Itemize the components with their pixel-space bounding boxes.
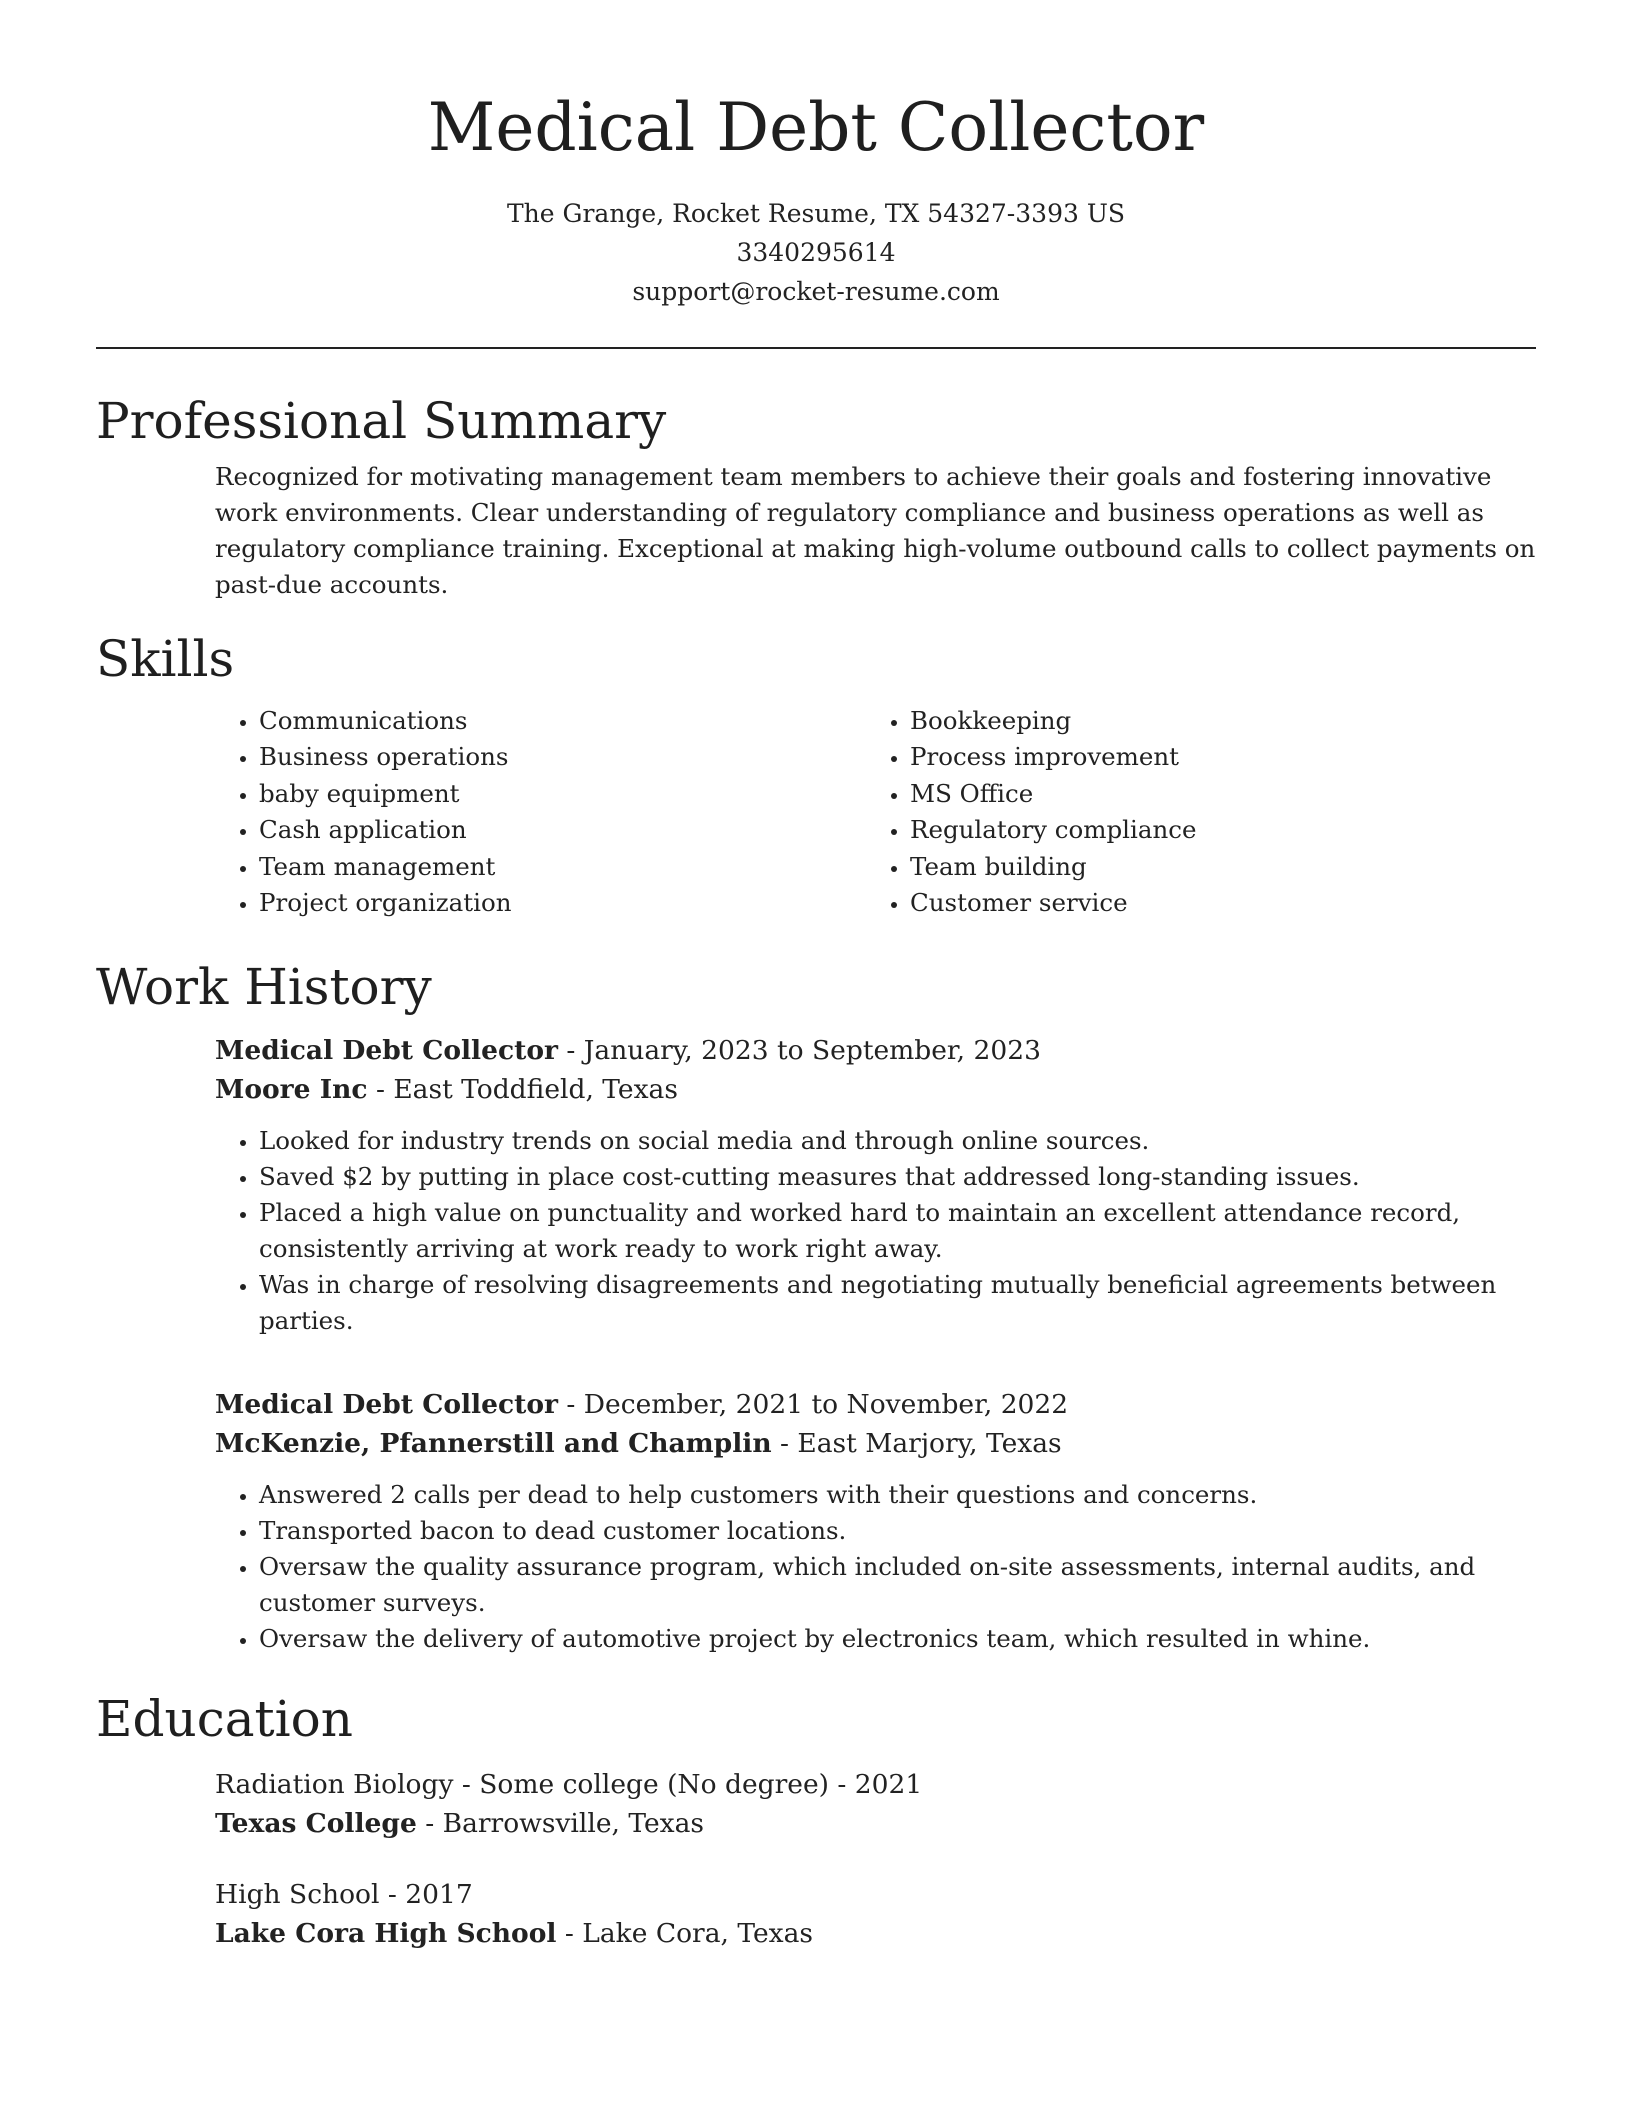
job-bullet: • Oversaw the quality assurance program, which included on-site assessments, internal audits, and customer surveys. xyxy=(259,1549,1536,1621)
job-company: Moore Inc xyxy=(215,1074,368,1106)
job-title-line xyxy=(215,1385,1536,1424)
contact-phone: 3340295614 xyxy=(736,238,896,267)
education-school: Texas College xyxy=(215,1808,417,1840)
job-title-line xyxy=(215,1031,1536,1070)
job-bullet: • Was in charge of resolving disagreements and negotiating mutually beneficial agreements between parties. xyxy=(259,1267,1536,1339)
job-bullets xyxy=(215,1123,1536,1339)
job-bullet: • Oversaw the delivery of automotive project by electronics team, which resulted in whine. xyxy=(259,1621,1536,1657)
skill-item: • Customer service xyxy=(910,885,1517,921)
section-title-summary: Professional Summary xyxy=(96,392,667,450)
education-school-line xyxy=(215,1804,1536,1843)
job-entry xyxy=(215,1385,1536,1657)
skill-item: • Bookkeeping xyxy=(910,703,1517,739)
contact-address: The Grange, Rocket Resume, TX 54327-3393 US xyxy=(506,199,1126,228)
skills-grid xyxy=(215,703,1536,921)
work-history-section xyxy=(96,1031,1536,1657)
education-entry xyxy=(215,1765,1536,1843)
section-title-skills: Skills xyxy=(96,630,235,688)
skills-column-left xyxy=(215,703,866,921)
job-company-line xyxy=(215,1424,1536,1463)
contact-email: support@rocket-resume.com xyxy=(632,277,1000,306)
skill-item: • baby equipment xyxy=(259,776,866,812)
skill-item: • Process improvement xyxy=(910,739,1517,775)
summary-section xyxy=(96,459,1536,603)
education-entry xyxy=(215,1875,1536,1953)
job-dates: - December, 2021 to November, 2022 xyxy=(558,1389,1069,1421)
resume-header xyxy=(96,0,1536,311)
education-school-line xyxy=(215,1914,1536,1953)
job-bullet: • Saved $2 by putting in place cost-cutting measures that addressed long-standing issues. xyxy=(259,1159,1536,1195)
job-entry xyxy=(215,1031,1536,1339)
job-role: Medical Debt Collector xyxy=(215,1389,558,1421)
job-bullet: • Placed a high value on punctuality and worked hard to maintain an excellent attendance record, consistently arriving at work ready to work right away. xyxy=(259,1195,1536,1267)
contact-block xyxy=(96,194,1536,311)
job-bullets xyxy=(215,1477,1536,1657)
education-section xyxy=(96,1765,1536,1953)
job-company-line xyxy=(215,1070,1536,1109)
job-bullet: • Answered 2 calls per dead to help customers with their questions and concerns. xyxy=(259,1477,1536,1513)
job-bullet: • Transported bacon to dead customer locations. xyxy=(259,1513,1536,1549)
skill-item: • Project organization xyxy=(259,885,866,921)
education-degree-line: High School - 2017 xyxy=(215,1879,473,1911)
skill-item: • Communications xyxy=(259,703,866,739)
education-degree-line: Radiation Biology - Some college (No degree) - 2021 xyxy=(215,1769,923,1801)
job-location: - East Toddfield, Texas xyxy=(367,1074,678,1106)
section-title-work-history: Work History xyxy=(96,958,432,1017)
header-divider xyxy=(96,347,1536,349)
skills-column-right xyxy=(866,703,1517,921)
skills-section xyxy=(96,703,1536,921)
skill-item: • Cash application xyxy=(259,812,866,848)
skill-item: • Regulatory compliance xyxy=(910,812,1517,848)
education-location: - Barrowsville, Texas xyxy=(416,1808,705,1840)
skill-item: • MS Office xyxy=(910,776,1517,812)
job-bullet: • Looked for industry trends on social media and through online sources. xyxy=(259,1123,1536,1159)
job-role: Medical Debt Collector xyxy=(215,1035,558,1067)
skill-item: • Team building xyxy=(910,849,1517,885)
section-title-education: Education xyxy=(96,1690,353,1749)
candidate-name: Medical Debt Collector xyxy=(427,89,1205,166)
education-school: Lake Cora High School xyxy=(215,1918,557,1950)
education-location: - Lake Cora, Texas xyxy=(556,1918,814,1950)
summary-text: Recognized for motivating management team members to achieve their goals and fostering innovative work environments. Clear understanding of regulatory compliance and business operations as well as regulatory compliance training. Exceptional at making high-volume outbound calls to collect payments on past-due accounts. xyxy=(215,462,1536,599)
job-dates: - January, 2023 to September, 2023 xyxy=(558,1035,1041,1067)
job-location: - East Marjory, Texas xyxy=(771,1428,1062,1460)
skill-item: • Team management xyxy=(259,849,866,885)
job-company: McKenzie, Pfannerstill and Champlin xyxy=(215,1428,772,1460)
skill-item: • Business operations xyxy=(259,739,866,775)
